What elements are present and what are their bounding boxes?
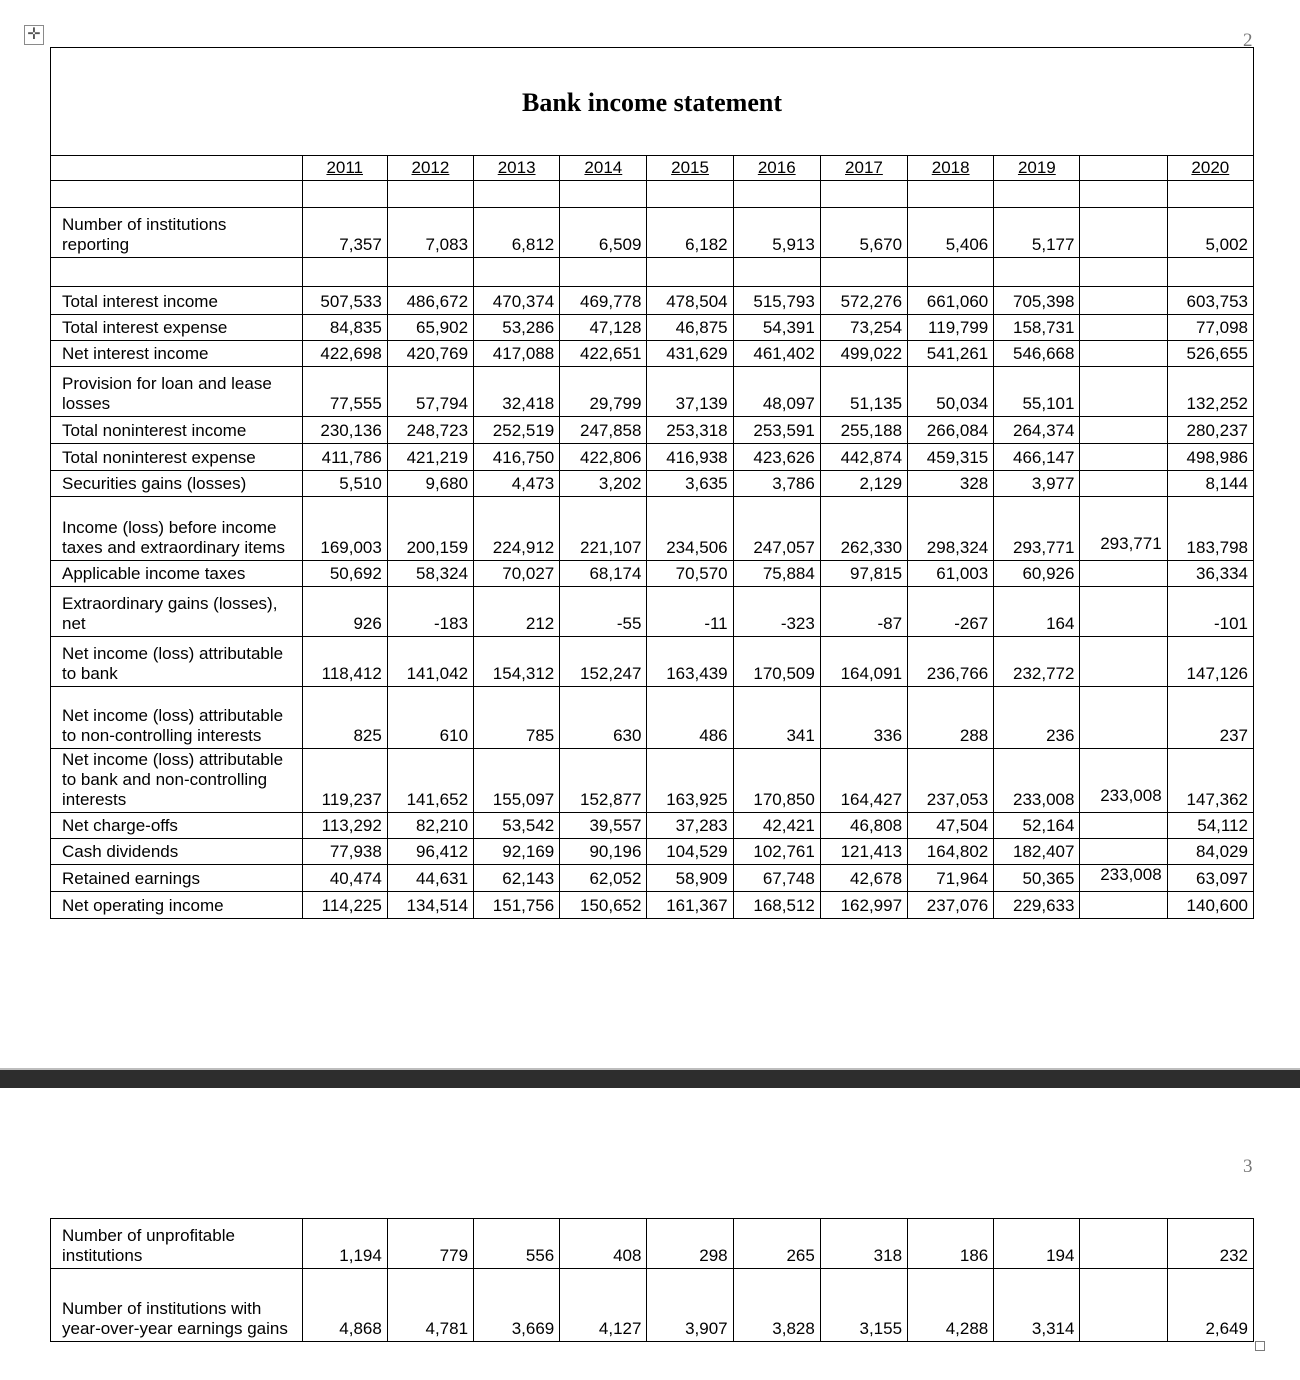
value-cell: 825 xyxy=(302,687,387,749)
value-cell: 8,144 xyxy=(1167,471,1253,497)
value-cell: 44,631 xyxy=(387,865,473,892)
value-cell: 4,473 xyxy=(474,471,560,497)
value-cell: 318 xyxy=(820,1219,907,1269)
table-row xyxy=(51,208,1254,258)
value-cell: 411,786 xyxy=(302,444,387,471)
value-cell: 610 xyxy=(387,687,473,749)
value-cell: 280,237 xyxy=(1167,417,1253,444)
table-row xyxy=(51,865,1254,892)
year-header-row xyxy=(51,156,1254,181)
value-cell: 229,633 xyxy=(994,892,1080,919)
value-cell: 182,407 xyxy=(994,839,1080,865)
value-cell: 705,398 xyxy=(994,287,1080,315)
row-label: Net income (loss) attributable to non-controlling interests xyxy=(51,687,303,749)
value-cell: 200,159 xyxy=(387,497,473,561)
value-cell: 53,542 xyxy=(474,813,560,839)
value-cell: 926 xyxy=(302,587,387,637)
value-cell: 6,812 xyxy=(474,208,560,258)
value-cell xyxy=(1080,561,1167,587)
page-break-divider xyxy=(0,1068,1300,1088)
row-label: Provision for loan and lease losses xyxy=(51,367,303,417)
value-cell: 77,938 xyxy=(302,839,387,865)
page-title: Bank income statement xyxy=(522,88,782,117)
table-row xyxy=(51,749,1254,813)
table-row xyxy=(51,417,1254,444)
value-cell xyxy=(1080,315,1167,341)
value-cell: 288 xyxy=(908,687,994,749)
value-cell: 422,806 xyxy=(560,444,647,471)
value-cell: 151,756 xyxy=(474,892,560,919)
value-cell: 2,649 xyxy=(1167,1269,1253,1342)
value-cell: 63,097 xyxy=(1167,865,1253,892)
value-cell: 556 xyxy=(474,1219,560,1269)
value-cell: 779 xyxy=(387,1219,473,1269)
value-cell: 119,799 xyxy=(908,315,994,341)
value-cell: 298 xyxy=(647,1219,733,1269)
page-number: 3 xyxy=(1243,1156,1253,1177)
value-cell: 420,769 xyxy=(387,341,473,367)
spacer-row xyxy=(51,181,1254,208)
value-cell: 3,635 xyxy=(647,471,733,497)
table-row xyxy=(51,444,1254,471)
value-cell: 168,512 xyxy=(733,892,820,919)
row-label: Income (loss) before income taxes and extraordinary items xyxy=(51,497,303,561)
value-cell: 84,835 xyxy=(302,315,387,341)
value-cell: 3,977 xyxy=(994,471,1080,497)
value-cell: 147,126 xyxy=(1167,637,1253,687)
value-cell: 466,147 xyxy=(994,444,1080,471)
value-cell: 163,925 xyxy=(647,749,733,813)
page-number: 2 xyxy=(1243,30,1253,51)
value-cell: 71,964 xyxy=(908,865,994,892)
value-cell: 104,529 xyxy=(647,839,733,865)
row-label: Total noninterest expense xyxy=(51,444,303,471)
value-cell: 52,164 xyxy=(994,813,1080,839)
value-cell: -87 xyxy=(820,587,907,637)
value-cell: 164,091 xyxy=(820,637,907,687)
value-cell: 62,052 xyxy=(560,865,647,892)
value-cell: 422,698 xyxy=(302,341,387,367)
value-cell: -101 xyxy=(1167,587,1253,637)
value-cell: 62,143 xyxy=(474,865,560,892)
table-row xyxy=(51,315,1254,341)
value-cell: 4,868 xyxy=(302,1269,387,1342)
value-cell: 84,029 xyxy=(1167,839,1253,865)
value-cell: -55 xyxy=(560,587,647,637)
value-cell: 252,519 xyxy=(474,417,560,444)
value-cell: 417,088 xyxy=(474,341,560,367)
value-cell: 416,938 xyxy=(647,444,733,471)
value-cell: 54,112 xyxy=(1167,813,1253,839)
value-cell: 77,098 xyxy=(1167,315,1253,341)
value-cell: 58,324 xyxy=(387,561,473,587)
value-cell: 442,874 xyxy=(820,444,907,471)
table-row xyxy=(51,637,1254,687)
value-cell: 4,288 xyxy=(908,1269,994,1342)
value-cell xyxy=(1080,587,1167,637)
year-2018: 2018 xyxy=(908,156,994,181)
value-cell: 141,652 xyxy=(387,749,473,813)
value-cell: 603,753 xyxy=(1167,287,1253,315)
year-2016: 2016 xyxy=(733,156,820,181)
value-cell: 221,107 xyxy=(560,497,647,561)
value-cell: 416,750 xyxy=(474,444,560,471)
value-cell: 423,626 xyxy=(733,444,820,471)
value-cell: 50,365 xyxy=(994,865,1080,892)
value-cell: 68,174 xyxy=(560,561,647,587)
value-cell: 236 xyxy=(994,687,1080,749)
value-cell: 461,402 xyxy=(733,341,820,367)
value-cell: 164 xyxy=(994,587,1080,637)
value-cell: 170,850 xyxy=(733,749,820,813)
value-cell: 293,771 xyxy=(994,497,1080,561)
value-cell: 264,374 xyxy=(994,417,1080,444)
value-cell: 186 xyxy=(908,1219,994,1269)
value-cell: 152,877 xyxy=(560,749,647,813)
value-cell: 46,808 xyxy=(820,813,907,839)
value-cell: 499,022 xyxy=(820,341,907,367)
value-cell xyxy=(1080,287,1167,315)
value-cell: 134,514 xyxy=(387,892,473,919)
value-cell: 498,986 xyxy=(1167,444,1253,471)
value-cell: 97,815 xyxy=(820,561,907,587)
value-cell: 46,875 xyxy=(647,315,733,341)
value-cell: 328 xyxy=(908,471,994,497)
table-row xyxy=(51,839,1254,865)
value-cell: 132,252 xyxy=(1167,367,1253,417)
value-cell: 1,194 xyxy=(302,1219,387,1269)
row-label: Net charge-offs xyxy=(51,813,303,839)
value-cell: 4,781 xyxy=(387,1269,473,1342)
row-label: Retained earnings xyxy=(51,865,303,892)
value-cell: 113,292 xyxy=(302,813,387,839)
value-cell: 248,723 xyxy=(387,417,473,444)
value-cell: 253,591 xyxy=(733,417,820,444)
value-cell: 5,002 xyxy=(1167,208,1253,258)
value-cell: 5,913 xyxy=(733,208,820,258)
value-cell: 163,439 xyxy=(647,637,733,687)
value-cell: -267 xyxy=(908,587,994,637)
title-cell xyxy=(50,47,1254,155)
row-label: Applicable income taxes xyxy=(51,561,303,587)
value-cell: 5,406 xyxy=(908,208,994,258)
value-cell: 262,330 xyxy=(820,497,907,561)
value-cell: 9,680 xyxy=(387,471,473,497)
header-blank xyxy=(51,156,303,181)
value-cell: 47,504 xyxy=(908,813,994,839)
value-cell: 266,084 xyxy=(908,417,994,444)
value-cell: 54,391 xyxy=(733,315,820,341)
value-cell xyxy=(1080,341,1167,367)
value-cell: 60,926 xyxy=(994,561,1080,587)
row-label: Securities gains (losses) xyxy=(51,471,303,497)
value-cell xyxy=(1080,367,1167,417)
value-cell: 152,247 xyxy=(560,637,647,687)
value-cell: 114,225 xyxy=(302,892,387,919)
value-cell: 48,097 xyxy=(733,367,820,417)
value-cell: 630 xyxy=(560,687,647,749)
value-cell: 341 xyxy=(733,687,820,749)
value-cell: 233,008 xyxy=(1080,749,1167,813)
value-cell: 58,909 xyxy=(647,865,733,892)
value-cell: 29,799 xyxy=(560,367,647,417)
value-cell: 541,261 xyxy=(908,341,994,367)
table-row xyxy=(51,341,1254,367)
value-cell: 50,034 xyxy=(908,367,994,417)
value-cell: 169,003 xyxy=(302,497,387,561)
value-cell xyxy=(1080,417,1167,444)
value-cell: 92,169 xyxy=(474,839,560,865)
value-cell: 3,828 xyxy=(733,1269,820,1342)
value-cell: 785 xyxy=(474,687,560,749)
value-cell: 37,139 xyxy=(647,367,733,417)
value-cell: 67,748 xyxy=(733,865,820,892)
value-cell xyxy=(1080,1219,1167,1269)
income-statement-table xyxy=(50,155,1254,919)
value-cell xyxy=(1080,471,1167,497)
value-cell: 147,362 xyxy=(1167,749,1253,813)
value-cell: 265 xyxy=(733,1219,820,1269)
year-blank xyxy=(1080,156,1167,181)
row-label: Total interest expense xyxy=(51,315,303,341)
value-cell: 232 xyxy=(1167,1219,1253,1269)
table-row xyxy=(51,287,1254,315)
value-cell: 459,315 xyxy=(908,444,994,471)
value-cell: 233,008 xyxy=(1080,865,1167,892)
row-label: Net operating income xyxy=(51,892,303,919)
value-cell: 102,761 xyxy=(733,839,820,865)
year-2017: 2017 xyxy=(820,156,907,181)
value-cell: 486,672 xyxy=(387,287,473,315)
value-cell xyxy=(1080,892,1167,919)
value-cell: 515,793 xyxy=(733,287,820,315)
table-row xyxy=(51,687,1254,749)
value-cell: 36,334 xyxy=(1167,561,1253,587)
value-cell: 7,083 xyxy=(387,208,473,258)
value-cell: 3,669 xyxy=(474,1269,560,1342)
value-cell: 253,318 xyxy=(647,417,733,444)
row-label: Number of unprofitable institutions xyxy=(51,1219,303,1269)
value-cell: 5,177 xyxy=(994,208,1080,258)
value-cell: 118,412 xyxy=(302,637,387,687)
value-cell: 55,101 xyxy=(994,367,1080,417)
value-cell: 3,907 xyxy=(647,1269,733,1342)
value-cell: 70,570 xyxy=(647,561,733,587)
value-cell: 3,155 xyxy=(820,1269,907,1342)
row-label: Net income (loss) attributable to bank and non-controlling interests xyxy=(51,749,303,813)
table-row xyxy=(51,587,1254,637)
value-cell: 237,053 xyxy=(908,749,994,813)
value-cell: 469,778 xyxy=(560,287,647,315)
row-label: Net interest income xyxy=(51,341,303,367)
table-row xyxy=(51,561,1254,587)
value-cell: 53,286 xyxy=(474,315,560,341)
value-cell: 478,504 xyxy=(647,287,733,315)
row-label: Net income (loss) attributable to bank xyxy=(51,637,303,687)
value-cell: 70,027 xyxy=(474,561,560,587)
value-cell: 572,276 xyxy=(820,287,907,315)
year-2014: 2014 xyxy=(560,156,647,181)
value-cell: 77,555 xyxy=(302,367,387,417)
value-cell: 6,509 xyxy=(560,208,647,258)
value-cell: 158,731 xyxy=(994,315,1080,341)
value-cell xyxy=(1080,444,1167,471)
value-cell: 32,418 xyxy=(474,367,560,417)
value-cell: 164,427 xyxy=(820,749,907,813)
value-cell: 212 xyxy=(474,587,560,637)
year-2019: 2019 xyxy=(994,156,1080,181)
row-label: Number of institutions with year-over-year earnings gains xyxy=(51,1269,303,1342)
value-cell: 293,771 xyxy=(1080,497,1167,561)
value-cell: 408 xyxy=(560,1219,647,1269)
value-cell: 298,324 xyxy=(908,497,994,561)
row-label: Total noninterest income xyxy=(51,417,303,444)
value-cell: 5,510 xyxy=(302,471,387,497)
value-cell: 57,794 xyxy=(387,367,473,417)
row-label: Cash dividends xyxy=(51,839,303,865)
value-cell: 236,766 xyxy=(908,637,994,687)
value-cell: 234,506 xyxy=(647,497,733,561)
table-row xyxy=(51,892,1254,919)
value-cell xyxy=(1080,839,1167,865)
value-cell: 255,188 xyxy=(820,417,907,444)
value-cell: 90,196 xyxy=(560,839,647,865)
value-cell: 73,254 xyxy=(820,315,907,341)
value-cell: 82,210 xyxy=(387,813,473,839)
value-cell xyxy=(1080,1269,1167,1342)
value-cell: 486 xyxy=(647,687,733,749)
value-cell: 164,802 xyxy=(908,839,994,865)
table-row xyxy=(51,1219,1254,1269)
value-cell: 39,557 xyxy=(560,813,647,839)
value-cell: -183 xyxy=(387,587,473,637)
value-cell: 50,692 xyxy=(302,561,387,587)
value-cell: 150,652 xyxy=(560,892,647,919)
row-label: Number of institutions reporting xyxy=(51,208,303,258)
value-cell: 61,003 xyxy=(908,561,994,587)
value-cell: 75,884 xyxy=(733,561,820,587)
value-cell xyxy=(1080,637,1167,687)
table-move-handle-icon[interactable]: ✛ xyxy=(24,25,44,45)
year-2020: 2020 xyxy=(1167,156,1253,181)
value-cell: 336 xyxy=(820,687,907,749)
value-cell: -323 xyxy=(733,587,820,637)
table-row xyxy=(51,471,1254,497)
value-cell: 47,128 xyxy=(560,315,647,341)
value-cell: 2,129 xyxy=(820,471,907,497)
value-cell xyxy=(1080,813,1167,839)
table-row xyxy=(51,1269,1254,1342)
institutions-table xyxy=(50,1218,1254,1342)
value-cell: 247,858 xyxy=(560,417,647,444)
value-cell: 3,314 xyxy=(994,1269,1080,1342)
value-cell: 42,678 xyxy=(820,865,907,892)
value-cell: 140,600 xyxy=(1167,892,1253,919)
row-label: Total interest income xyxy=(51,287,303,315)
value-cell: 194 xyxy=(994,1219,1080,1269)
table-row xyxy=(51,497,1254,561)
table-resize-handle-icon[interactable] xyxy=(1255,1341,1265,1351)
value-cell: 183,798 xyxy=(1167,497,1253,561)
table-row xyxy=(51,813,1254,839)
value-cell: 507,533 xyxy=(302,287,387,315)
value-cell: 421,219 xyxy=(387,444,473,471)
value-cell: -11 xyxy=(647,587,733,637)
year-2013: 2013 xyxy=(474,156,560,181)
value-cell: 230,136 xyxy=(302,417,387,444)
table-row xyxy=(51,367,1254,417)
value-cell: 141,042 xyxy=(387,637,473,687)
value-cell: 7,357 xyxy=(302,208,387,258)
value-cell: 51,135 xyxy=(820,367,907,417)
value-cell: 40,474 xyxy=(302,865,387,892)
value-cell xyxy=(1080,208,1167,258)
value-cell: 247,057 xyxy=(733,497,820,561)
value-cell xyxy=(1080,687,1167,749)
value-cell: 65,902 xyxy=(387,315,473,341)
value-cell: 224,912 xyxy=(474,497,560,561)
value-cell: 661,060 xyxy=(908,287,994,315)
value-cell: 96,412 xyxy=(387,839,473,865)
value-cell: 3,786 xyxy=(733,471,820,497)
year-2015: 2015 xyxy=(647,156,733,181)
value-cell: 170,509 xyxy=(733,637,820,687)
value-cell: 155,097 xyxy=(474,749,560,813)
value-cell: 121,413 xyxy=(820,839,907,865)
value-cell: 5,670 xyxy=(820,208,907,258)
row-label: Extraordinary gains (losses), net xyxy=(51,587,303,637)
value-cell: 546,668 xyxy=(994,341,1080,367)
value-cell: 232,772 xyxy=(994,637,1080,687)
value-cell: 4,127 xyxy=(560,1269,647,1342)
value-cell: 470,374 xyxy=(474,287,560,315)
value-cell: 233,008 xyxy=(994,749,1080,813)
value-cell: 154,312 xyxy=(474,637,560,687)
value-cell: 3,202 xyxy=(560,471,647,497)
year-2012: 2012 xyxy=(387,156,473,181)
value-cell: 431,629 xyxy=(647,341,733,367)
value-cell: 162,997 xyxy=(820,892,907,919)
year-2011: 2011 xyxy=(302,156,387,181)
value-cell: 161,367 xyxy=(647,892,733,919)
value-cell: 237,076 xyxy=(908,892,994,919)
value-cell: 526,655 xyxy=(1167,341,1253,367)
value-cell: 42,421 xyxy=(733,813,820,839)
value-cell: 119,237 xyxy=(302,749,387,813)
value-cell: 237 xyxy=(1167,687,1253,749)
spacer-row xyxy=(51,258,1254,287)
value-cell: 6,182 xyxy=(647,208,733,258)
value-cell: 422,651 xyxy=(560,341,647,367)
value-cell: 37,283 xyxy=(647,813,733,839)
